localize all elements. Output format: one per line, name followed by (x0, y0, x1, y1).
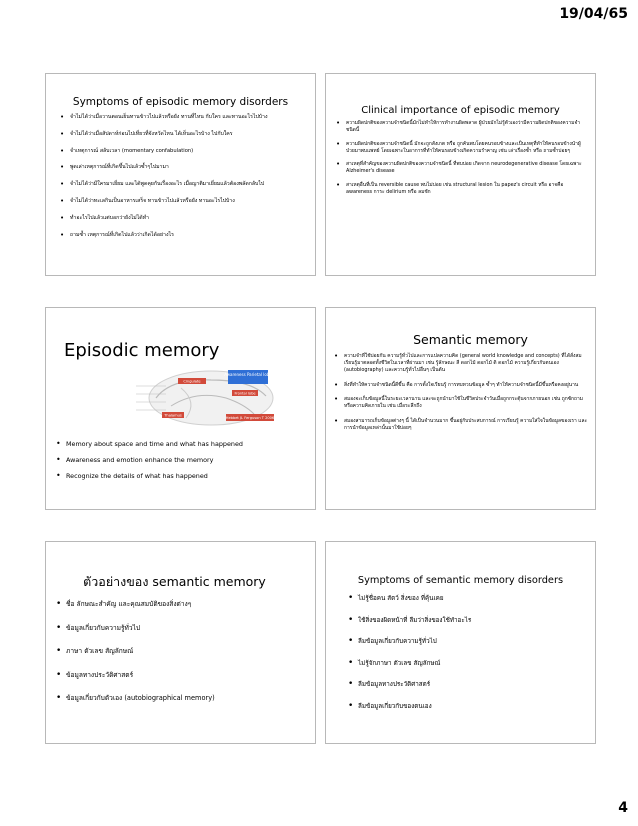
figure-label-thalamus: Thalamus (164, 413, 182, 418)
list-item: • ลืมข้อมูลเกี่ยวกับความรู้ทั่วไป (346, 637, 587, 646)
list-item: • พูดเล่าเหตุการณ์ที่เกิดขึ้นไปแล้วซ้ำๆไปมามา (58, 164, 305, 171)
figure-caption: Hebbet JL Ferguson T 2006 (225, 416, 275, 420)
slide-episodic-symptoms (45, 73, 316, 276)
brain-diagram (126, 368, 296, 436)
bullet-list (334, 120, 587, 202)
slide-clinical-importance (325, 73, 596, 276)
list-item: • ไม่รู้ชื่อคน สัตว์ สิ่งของ ที่คุ้นเคย (346, 594, 587, 603)
list-item: • จำไม่ได้ว่าเมื่อวานตอนเย็นทานข้าวไปแล้วหรือยัง ทานที่ไหน กับใคร และทานอะไรไปบ้าง (58, 114, 305, 121)
slide-semantic-memory (325, 307, 596, 510)
page-date: 19/04/65 (559, 6, 628, 22)
figure-label-frontal: Frontal lobe (234, 391, 256, 396)
bullet-list (54, 440, 309, 488)
list-item: • Awareness and emotion enhance the memory (54, 456, 309, 464)
list-item: • ความผิดปกติของความจำชนิดนี้มักไม่ทำให้การทำงานผิดพลาด ผู้ป่วยมักไม่รู้ตัวเองว่ามีความผิดปกติของความจำชนิดนี้ (334, 120, 587, 134)
list-item: • จำเหตุการณ์ สลับเวลา (momentary confabulation) (58, 148, 305, 155)
list-item: • ข้อมูลทางประวัติศาสตร์ (54, 671, 307, 680)
list-item: • จำไม่ได้ว่ามีใครมาเยี่ยม และได้พูดคุยกันเรื่องอะไร เมื่อญาติมาเยี่ยมแล้วต้องพลัดกลับไป (58, 181, 305, 188)
slide-title: Clinical importance of episodic memory (361, 105, 560, 116)
list-item: • ข้อมูลเกี่ยวกับความรู้ทั่วไป (54, 624, 307, 633)
list-item: • สมองสามารถเก็บข้อมูลต่างๆ นี้ ได้เป็นจำนวนมาก ขึ้นอยู่กับประสบการณ์ การเรียนรู้ ความใส่ใจในข้อมูลของเรา และการนำข้อมูลเหล่านั้นมาใช้บ่อยๆ (332, 418, 589, 432)
figure-label-awareness: Awareness Parietal lobe (224, 372, 272, 377)
list-item: • จำไม่ได้ว่าทะเลกินเป็นอาหารเสร็จ ทานข้าวไปแล้วหรือยัง ทานอะไรไปบ้าง (58, 198, 305, 205)
list-item: • จำไม่ได้ว่าเมื่อสัปดาห์ก่อนไปเที่ยวที่จังหวัดไหน ได้เห็นอะไรบ้าง ไปกับใคร (58, 131, 305, 138)
figure-label-cingulate: Cingulate (183, 379, 201, 384)
bullet-list (332, 353, 589, 439)
slide-title: Symptoms of episodic memory disorders (72, 96, 289, 108)
list-item: • ใช้สิ่งของผิดหน้าที่ ลืมว่าสิ่งของใช้ทำอะไร (346, 616, 587, 625)
list-item: • ชื่อ ลักษณะสำคัญ และคุณสมบัติของสิ่งต่างๆ (54, 600, 307, 609)
list-item: • ความจำที่ใช้บ่อยกัน ความรู้ทั่วไปและการแปลความคิด (general world knowledge and concepts) ที่ได้สั่งสมเรียนรู้มาตลอดทั้งชีวิตในเวลาที่ผ่านมา เช่น รู้ลักษณะ สี ดอกไม้ ดอกไม้ ดิ ดอกไม้ ความรู้เกี่ยวกับตนเอง (autobiography) และความรู้ทั่วไปอื่นๆ เป็นต้น (332, 353, 589, 374)
slide-title: Symptoms of semantic memory disorders (357, 575, 564, 586)
list-item: • สิ่งที่ทำให้ความจำชนิดนี้ดีขึ้น คือ การตั้งใจเรียนรู้ การทบทวนข้อมูล ซ้ำๆ ทำให้ความจำชนิดนี้มีขึ้นหรือคงอยู่นาน (332, 382, 589, 389)
bullet-list (58, 114, 305, 248)
list-item: • ข้อมูลเกี่ยวกับตัวเอง (autobiographical memory) (54, 694, 307, 703)
list-item: • ความผิดปกติของความจำชนิดนี้ มักจะถูกสังเกต หรือ ถูกค้นพบโดยคนรอบข้างและเป็นเหตุที่ทำให้คนรอบข้างนำผู้ป่วยมาพบแพทย์ โดยเฉพาะในอาการที่ทำให้คนรอบข้างเกิดความรำคาญ เช่น เล่าเรื่องซ้ำ หรือ ถามซ้ำบ่อยๆ (334, 141, 587, 155)
slide-episodic-memory (45, 307, 316, 510)
bullet-list (54, 600, 307, 718)
list-item: • ถามซ้ำ เหตุการณ์ที่เกิดไปแล้วว่าเกิดได้อย่างไร (58, 232, 305, 239)
slide-title: Semantic memory (413, 332, 528, 347)
list-item: • Memory about space and time and what has happened (54, 440, 309, 448)
bullet-list (346, 594, 587, 724)
page-number: 4 (618, 800, 628, 816)
list-item: • Recognize the details of what has happened (54, 472, 309, 480)
list-item: • ไม่รู้จักภาษา ตัวเลข สัญลักษณ์ (346, 659, 587, 668)
list-item: • ทำอะไรไปแล้วแต่บอกว่ายังไม่ได้ทำ (58, 215, 305, 222)
list-item: • ลืมข้อมูลเกี่ยวกับของตนเอง (346, 702, 587, 711)
list-item: • สาเหตุอื่นที่เป็น reversible cause พบไม่บ่อย เช่น structural lesion ใน papez's circuit หรือ อาจคือ awareness การะ delirium หรือ ลมชัก (334, 182, 587, 196)
list-item: • สมองจะเก็บข้อมูลนี้ในระยะเวลานาน และจะถูกนำมาใช้ในชีวิตประจำวันเมื่อถูกกระตุ้นจากภายนอก เช่น ถูกซักถาม หรือความคิดภายใน เช่น เมื่อระลึกถึง (332, 396, 589, 410)
list-item: • สาเหตุที่สำคัญของความผิดปกติของความจำชนิดนี้ ที่พบบ่อย เกิดจาก neurodegenerative disease โดยเฉพาะ Alzheimer's disease (334, 161, 587, 175)
list-item: • ภาษา ตัวเลข สัญลักษณ์ (54, 647, 307, 656)
slide-title: ตัวอย่างของ semantic memory (83, 574, 266, 589)
slide-semantic-symptoms (325, 541, 596, 744)
slide-title: Episodic memory (64, 340, 220, 361)
slide-semantic-examples (45, 541, 316, 744)
list-item: • ลืมข้อมูลทางประวัติศาสตร์ (346, 680, 587, 689)
